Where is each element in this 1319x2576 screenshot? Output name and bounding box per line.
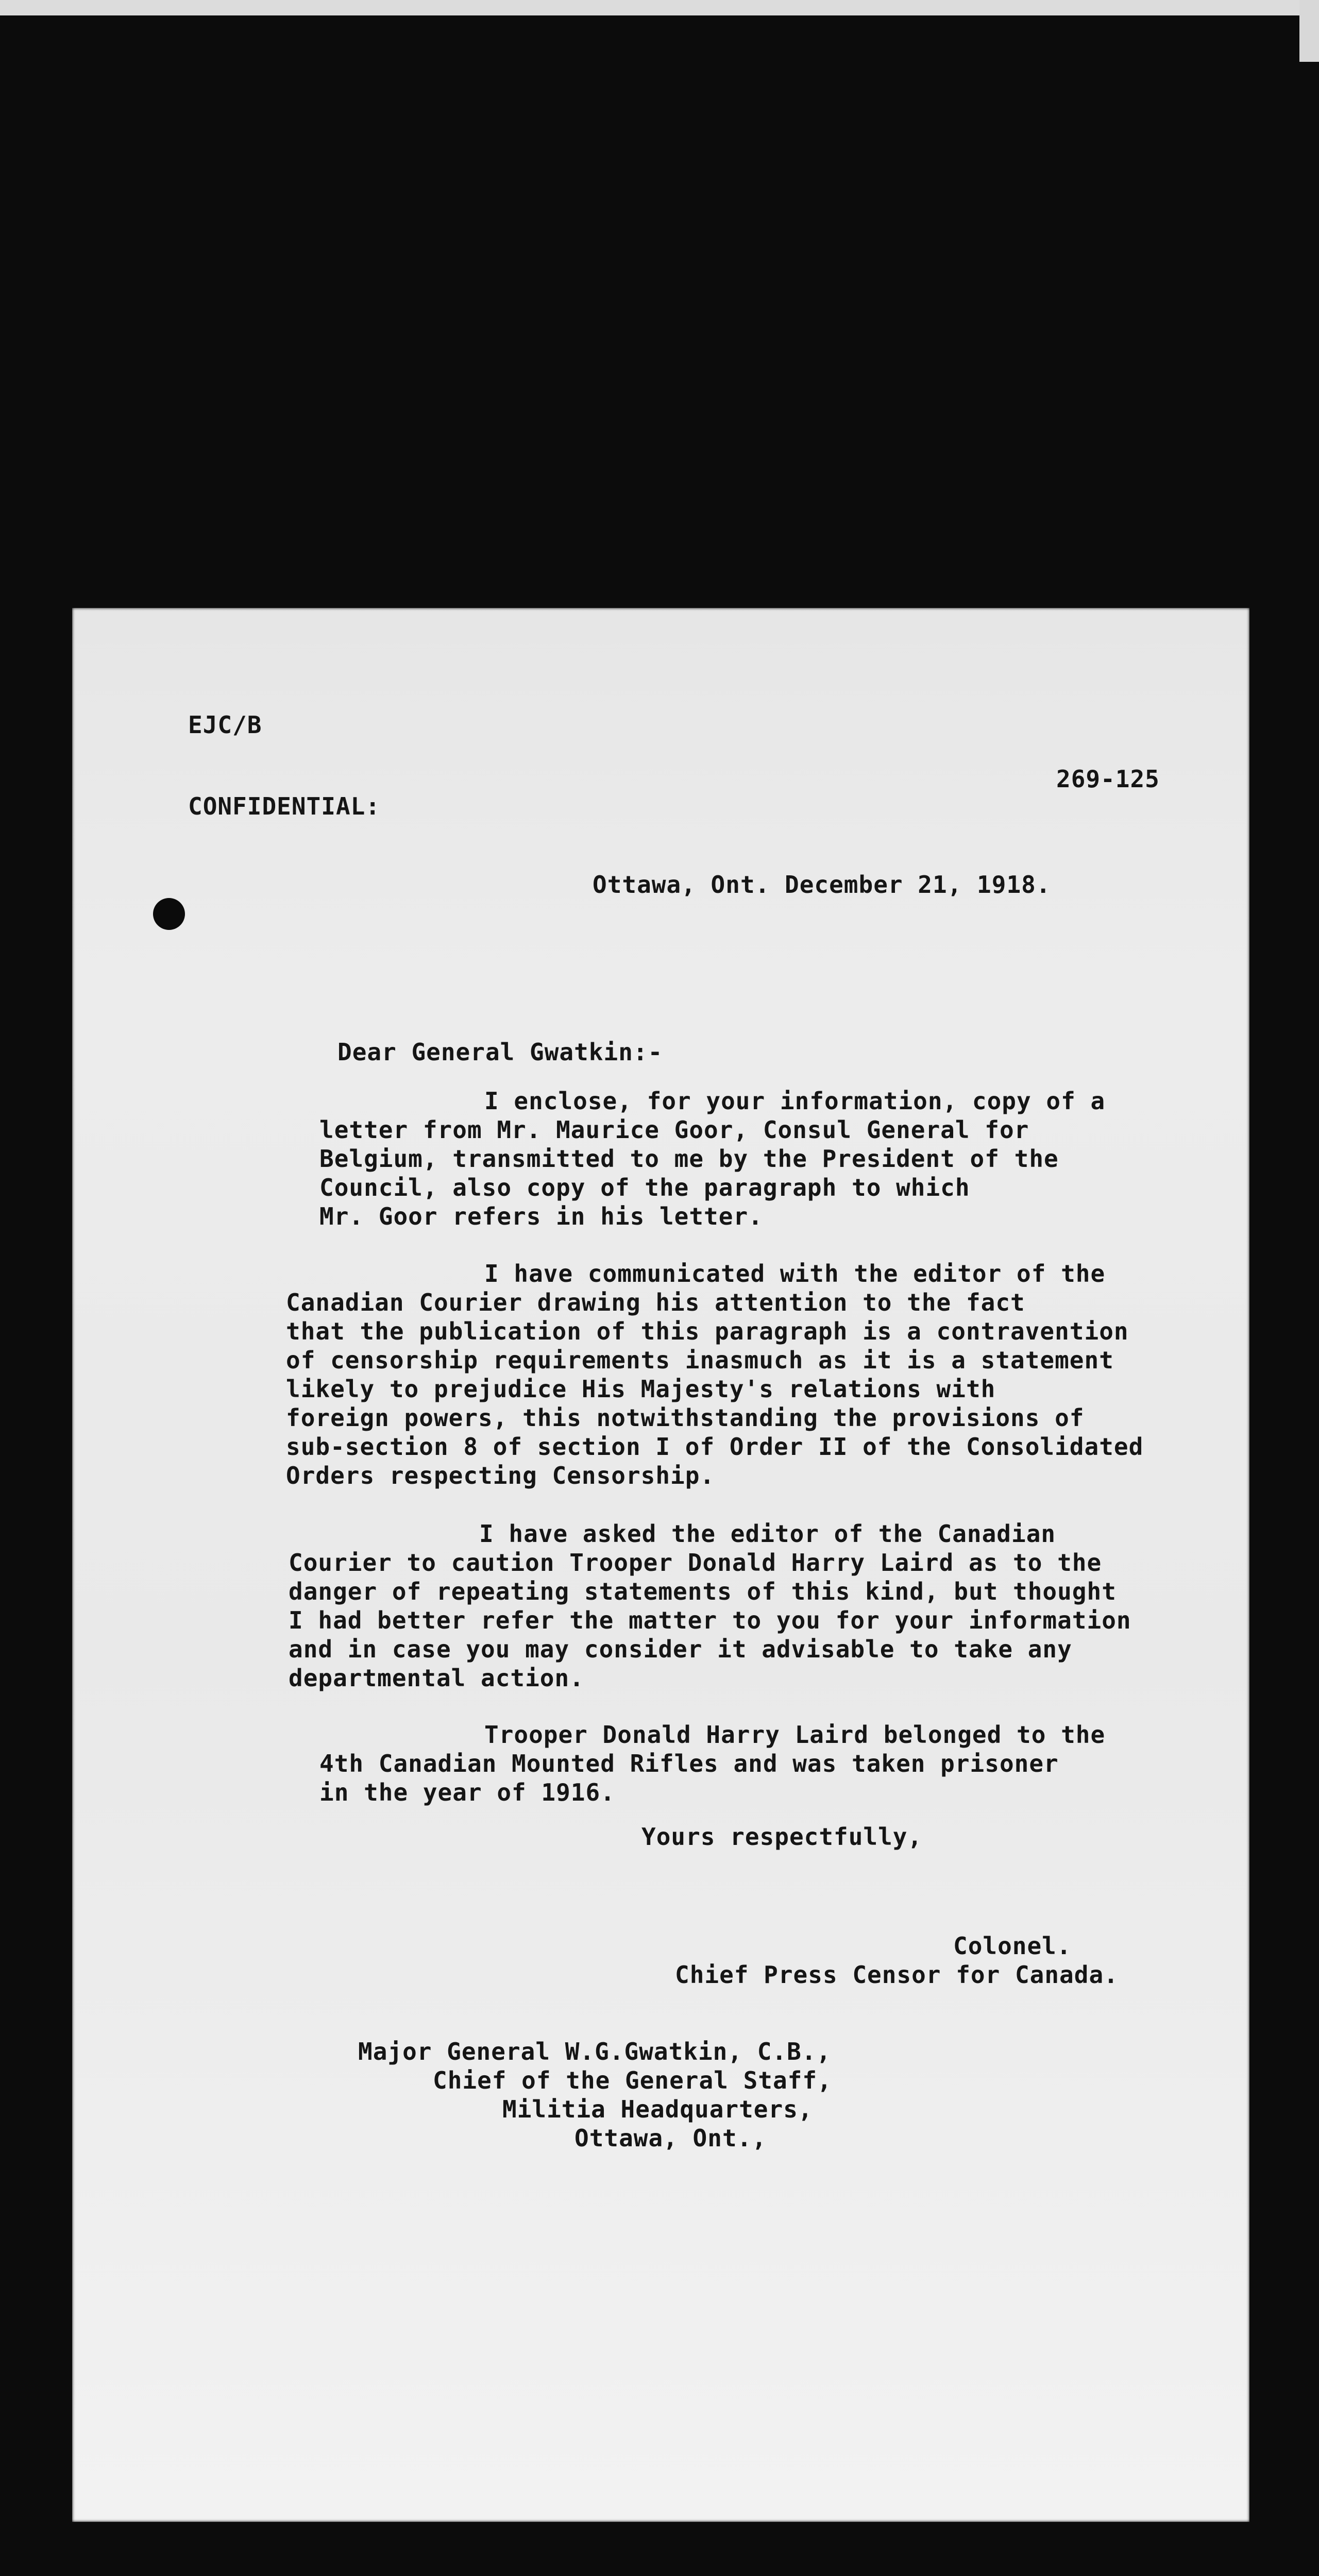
punch-hole: [153, 898, 185, 930]
body-line: Council, also copy of the paragraph to which: [319, 1174, 970, 1201]
addressee-line: Ottawa, Ont.,: [574, 2124, 767, 2152]
signature-title: Chief Press Censor for Canada.: [675, 1961, 1119, 1989]
body-line: Canadian Courier drawing his attention to the fact: [286, 1289, 1025, 1316]
complimentary-close: Yours respectfully,: [641, 1823, 923, 1851]
body-line: Orders respecting Censorship.: [286, 1462, 715, 1489]
body-line: I have asked the editor of the Canadian: [479, 1520, 1056, 1548]
dateline: Ottawa, Ont. December 21, 1918.: [593, 871, 1051, 899]
body-line: Trooper Donald Harry Laird belonged to the: [484, 1721, 1106, 1749]
body-line: that the publication of this paragraph is a contravention: [286, 1317, 1129, 1345]
letter-page: [72, 608, 1249, 2522]
body-line: Courier to caution Trooper Donald Harry Laird as to the: [289, 1549, 1102, 1577]
body-line: I enclose, for your information, copy of a: [484, 1087, 1106, 1115]
body-line: sub-section 8 of section I of Order II of the Consolidated: [286, 1433, 1144, 1461]
body-line: foreign powers, this notwithstanding the provisions of: [286, 1404, 1085, 1432]
body-line: likely to prejudice His Majesty's relations with: [286, 1375, 996, 1403]
body-line: letter from Mr. Maurice Goor, Consul General for: [319, 1116, 1029, 1144]
body-line: danger of repeating statements of this kind, but thought: [289, 1578, 1117, 1605]
classification: CONFIDENTIAL:: [188, 792, 381, 820]
addressee-line: Major General W.G.Gwatkin, C.B.,: [358, 2038, 832, 2065]
film-edge-right: [1299, 0, 1319, 62]
body-line: Mr. Goor refers in his letter.: [319, 1202, 763, 1230]
body-line: Belgium, transmitted to me by the President of the: [319, 1145, 1059, 1173]
salutation: Dear General Gwatkin:-: [337, 1038, 663, 1066]
body-line: in the year of 1916.: [319, 1778, 615, 1806]
film-edge-top: [0, 0, 1319, 15]
file-number: 269-125: [1056, 765, 1160, 793]
reference-initials: EJC/B: [188, 711, 262, 739]
body-line: I have communicated with the editor of the: [484, 1260, 1106, 1287]
body-line: 4th Canadian Mounted Rifles and was taken prisoner: [319, 1750, 1059, 1777]
body-line: of censorship requirements inasmuch as it is a statement: [286, 1346, 1114, 1374]
body-line: departmental action.: [289, 1664, 584, 1692]
addressee-line: Militia Headquarters,: [502, 2095, 813, 2123]
addressee-line: Chief of the General Staff,: [433, 2066, 832, 2094]
body-line: I had better refer the matter to you for your information: [289, 1606, 1131, 1634]
signature-rank: Colonel.: [953, 1932, 1072, 1960]
body-line: and in case you may consider it advisable to take any: [289, 1635, 1072, 1663]
